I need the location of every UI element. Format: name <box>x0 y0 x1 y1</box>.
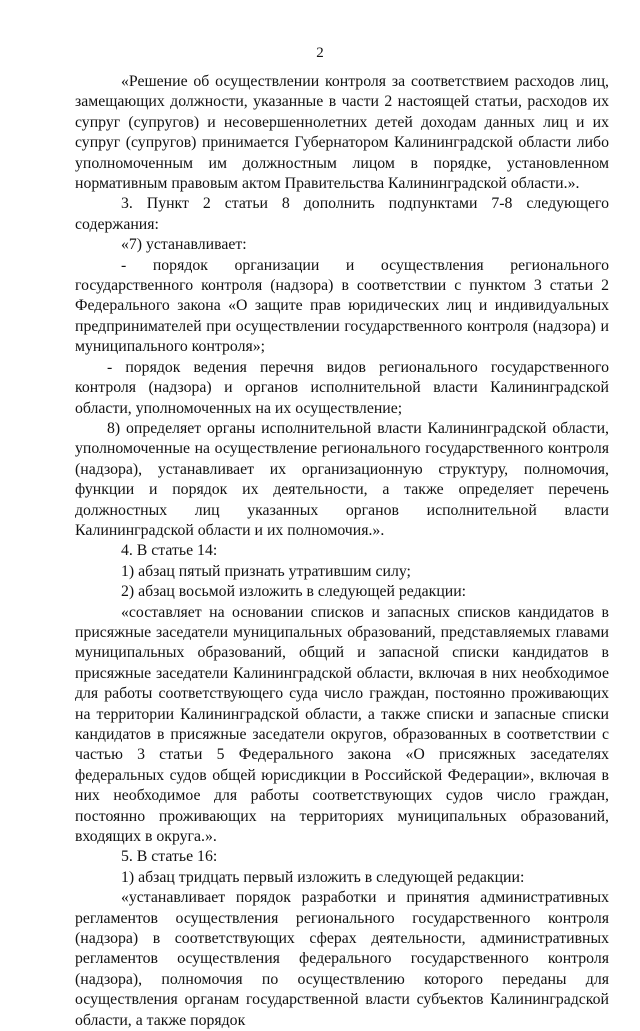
paragraph-item-5-1: 1) абзац тридцать первый изложить в следующей редакции: <box>121 868 525 886</box>
paragraph-regulations-order: «устанавливает порядок разработки и принятия административных регламентов осуществления регионального государственного контроля (надзора) в соответствующих сферах деятельности, административных регламентов осуществления федерального государственного контроля (надзора), полномочия по осуществлению которого переданы для осуществления органам государственной власти субъектов Калининградской области, а также порядок <box>75 889 609 1029</box>
paragraph-dash-organization-order: - порядок организации и осуществления регионального государственного контроля (надзора) в соответствии с пунктом 3 статьи 2 Федерального закона «О защите прав юридических лиц и индивидуальных предпринимателей при осуществлении государственного контроля (надзора) и муниципального контроля»; <box>75 256 609 356</box>
paragraph-dash-list-order: - порядок ведения перечня видов регионального государственного контроля (надзора) и органов исполнительной власти Калининградской области, уполномоченных на их осуществление; <box>75 358 609 417</box>
paragraph-item-4: 4. В статье 14: <box>121 542 218 560</box>
paragraph-item-5: 5. В статье 16: <box>121 848 218 866</box>
paragraph-item-4-1: 1) абзац пятый признать утратившим силу; <box>121 562 411 580</box>
page-number: 2 <box>316 45 324 61</box>
document-body <box>75 72 609 1031</box>
paragraph-subitem-8: 8) определяет органы исполнительной власти Калининградской области, уполномоченные на осуществление регионального государственного контроля (надзора), устанавливает их организационную структуру, полномочия, функции и порядок их деятельности, а также определяет перечень должностных лиц указанных органов исполнительной власти Калининградской области и их полномочия.». <box>75 419 609 539</box>
paragraph-jurors-list: «составляет на основании списков и запасных списков кандидатов в присяжные заседатели муниципальных образований, представляемых главами муниципальных образований, общий и запасной списки кандидатов в присяжные заседатели Калининградской области, включая в них необходимое для работы соответствующего суда число граждан, постоянно проживающих на территории Калининградской области, а также списки и запасные списки кандидатов в присяжные заседатели округов, образованных в соответствии с частью 3 статьи 5 Федерального закона «О присяжных заседателях федеральных судов общей юрисдикции в Российской Федерации», включая в них необходимое для работы соответствующих судов число граждан, постоянно проживающих на территориях муниципальных образований, входящих в округа.». <box>75 603 609 846</box>
paragraph-subitem-7: «7) устанавливает: <box>121 236 247 254</box>
paragraph-decision-control: «Решение об осуществлении контроля за соответствием расходов лиц, замещающих должности, указанные в части 2 настоящей статьи, расходов их супруг (супругов) и несовершеннолетних детей доходам данных лиц и их супруг (супругов) принимается Губернатором Калининградской области либо уполномоченным им должностным лицом в порядке, установленном нормативным правовым актом Правительства Калининградской области.». <box>75 73 609 193</box>
paragraph-item-3: 3. Пункт 2 статьи 8 дополнить подпунктами 7-8 следующего содержания: <box>75 195 609 233</box>
paragraph-item-4-2: 2) абзац восьмой изложить в следующей редакции: <box>121 583 467 601</box>
